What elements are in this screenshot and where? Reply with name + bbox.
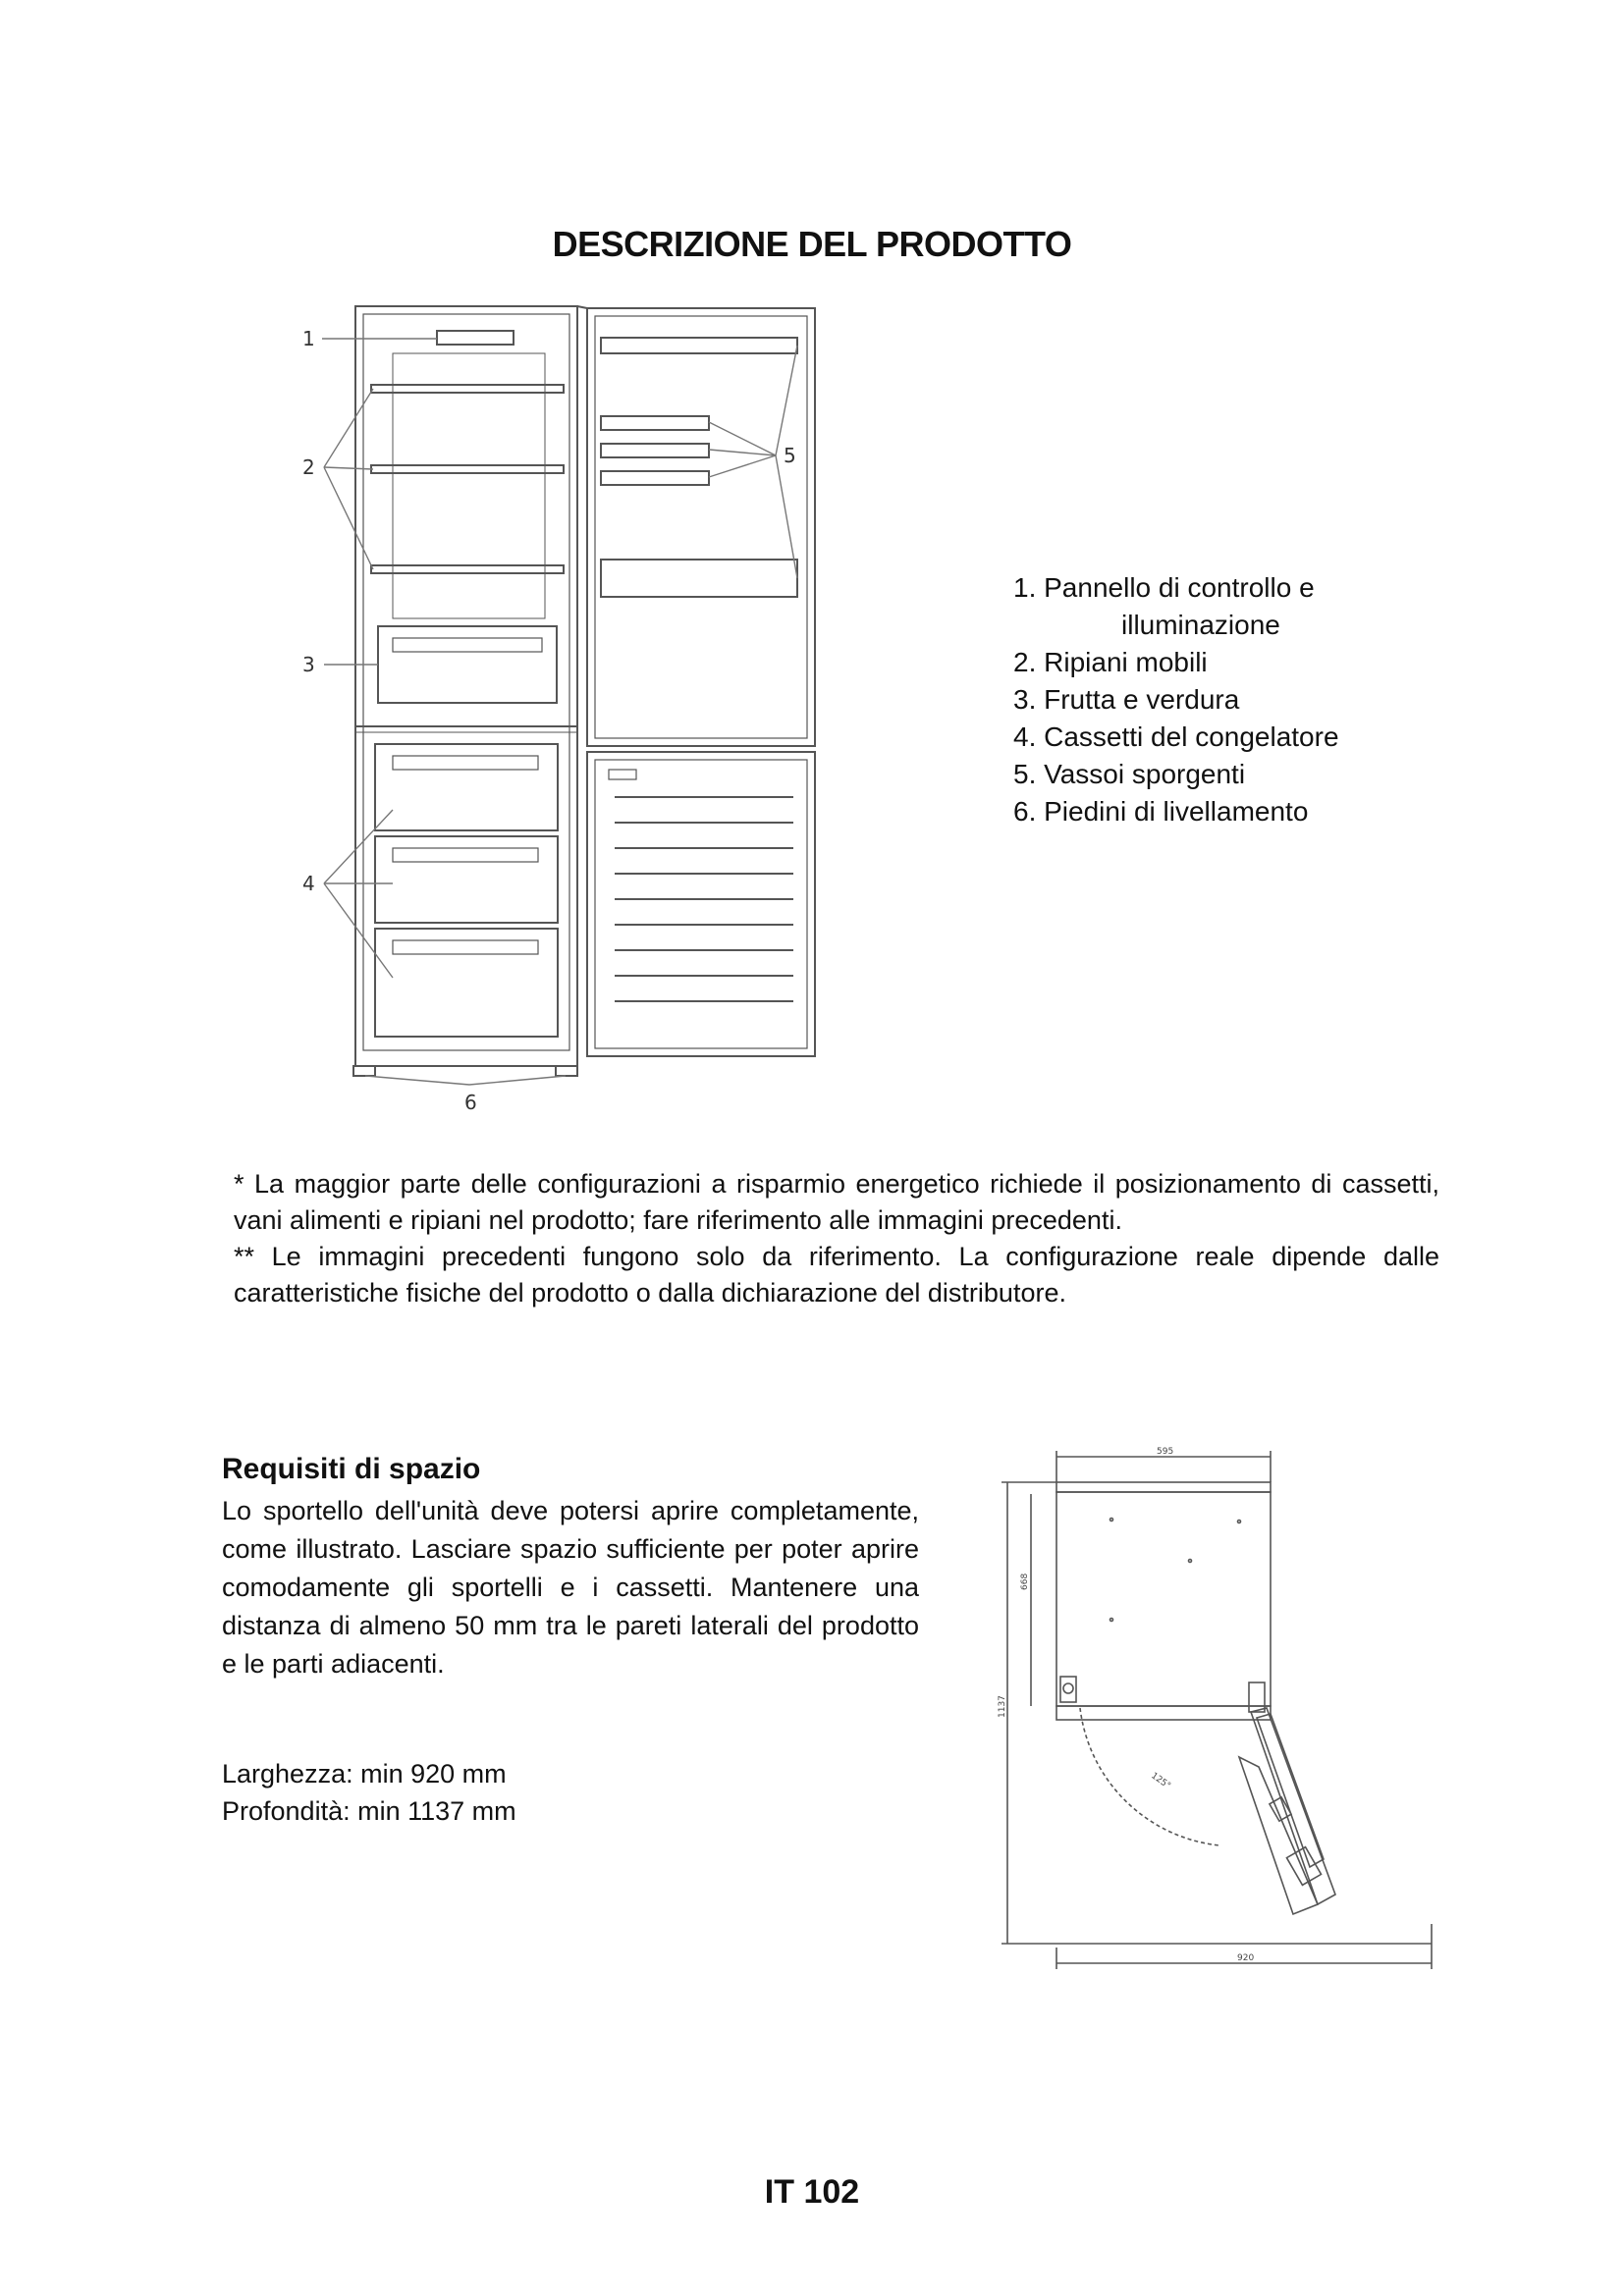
dim-top: 595	[1157, 1447, 1174, 1457]
freezer-drawer	[375, 744, 558, 830]
callout-1: 1	[302, 327, 315, 350]
fridge-door	[587, 308, 815, 746]
clearance-diagram	[994, 1443, 1435, 1973]
door-tray	[601, 560, 797, 597]
dim-bottom: 920	[1237, 1953, 1255, 1963]
legend-item: 2. Ripiani mobili	[1013, 647, 1208, 677]
door-tray	[601, 416, 709, 430]
shelf	[371, 465, 564, 473]
min-depth: Profondità: min 1137 mm	[222, 1796, 516, 1826]
legend-item: 6. Piedini di livellamento	[1013, 796, 1309, 827]
min-width: Larghezza: min 920 mm	[222, 1759, 507, 1789]
dim-angle: 125°	[1149, 1771, 1172, 1791]
callout-2: 2	[302, 455, 315, 479]
space-dimensions	[222, 1755, 516, 1830]
legend-item: 4. Cassetti del congelatore	[1013, 721, 1339, 752]
dim-side-inner: 668	[1020, 1573, 1030, 1590]
unit-top-view	[1056, 1492, 1271, 1706]
freezer-drawer	[375, 929, 558, 1037]
space-requirements-title: Requisiti di spazio	[222, 1453, 481, 1485]
callout-4: 4	[302, 872, 315, 895]
legend-item: 3. Frutta e verdura	[1013, 684, 1240, 715]
callout-5: 5	[784, 444, 796, 467]
shelf	[371, 565, 564, 573]
legend-item: 1. Pannello di controllo e	[1013, 572, 1315, 603]
legend-item-continuation: illuminazione	[1121, 610, 1280, 640]
control-panel	[437, 331, 514, 345]
shelf	[371, 385, 564, 393]
page-number: IT 102	[764, 2173, 860, 2211]
dim-side-outer: 1137	[998, 1695, 1007, 1718]
fridge-diagram	[285, 294, 835, 1119]
door-tray	[601, 444, 709, 457]
legend-item: 5. Vassoi sporgenti	[1013, 759, 1246, 789]
note-paragraph: ** Le immagini precedenti fungono solo da riferimento. La configurazione reale dipende dalle caratteristiche fisiche del prodotto o dalla dichiarazione del distributore.	[234, 1242, 1439, 1308]
leveling-foot	[353, 1066, 375, 1076]
space-requirements-body: Lo sportello dell'unità deve potersi aprire completamente, come illustrato. Lasciare spazio sufficiente per poter aprire comodamente gli sportelli e i cassetti. Mantenere una distanza di almeno 50 mm tra le pareti laterali del prodotto e le parti adiacenti.	[222, 1496, 919, 1679]
callout-3: 3	[302, 653, 315, 676]
cabinet-outline	[355, 306, 577, 1066]
note-paragraph: * La maggior parte delle configurazioni a risparmio energetico richiede il posizionamento di cassetti, vani alimenti e ripiani nel prodotto; fare riferimento alle immagini precedenti.	[234, 1169, 1439, 1235]
freezer-drawer	[375, 836, 558, 923]
leveling-foot	[556, 1066, 577, 1076]
notes	[234, 1166, 1439, 1311]
door-tray	[601, 338, 797, 353]
callout-6: 6	[464, 1091, 477, 1114]
component-legend	[1013, 569, 1339, 830]
door-tray	[601, 471, 709, 485]
page-title: DESCRIZIONE DEL PRODOTTO	[552, 224, 1072, 264]
